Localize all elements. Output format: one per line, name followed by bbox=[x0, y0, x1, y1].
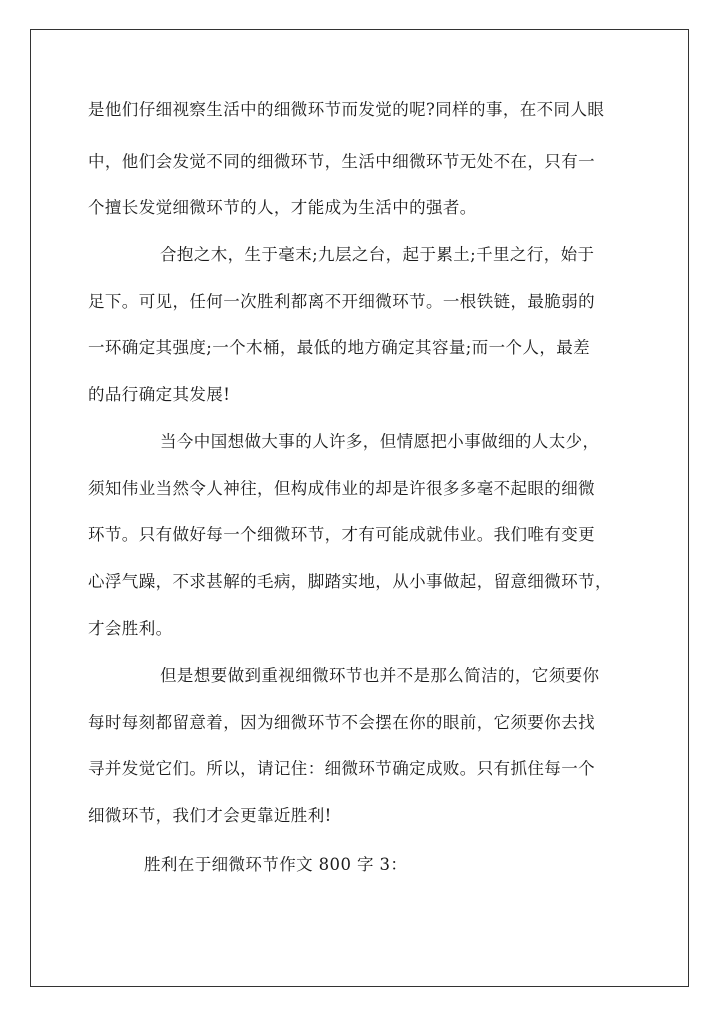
text-line: 一环确定其强度;一个木桶，最低的地方确定其容量;而一个人，最差 bbox=[88, 338, 591, 357]
paragraph-first-line: 合抱之木，生于毫末;九层之台，起于累土;千里之行，始于 bbox=[160, 245, 595, 264]
text-line: 个擅长发觉细微环节的人，才能成为生活中的强者。 bbox=[88, 198, 477, 217]
text-line: 环节。只有做好每一个细微环节，才有可能成就伟业。我们唯有变更 bbox=[88, 525, 595, 544]
text-line: 中，他们会发觉不同的细微环节，生活中细微环节无处不在，只有一 bbox=[88, 152, 595, 171]
text-line: 每时每刻都留意着，因为细微环节不会摆在你的眼前，它须要你去找 bbox=[88, 713, 595, 732]
paragraph-first-line: 当今中国想做大事的人许多，但情愿把小事做细的人太少， bbox=[160, 432, 600, 451]
section-heading: 胜利在于细微环节作文 800 字 3： bbox=[144, 855, 408, 874]
text-line: 的品行确定其发展! bbox=[88, 385, 231, 404]
text-line: 心浮气躁，不求甚解的毛病，脚踏实地，从小事做起，留意细微环节， bbox=[88, 572, 612, 591]
text-line: 细微环节，我们才会更靠近胜利! bbox=[88, 806, 332, 825]
text-line: 才会胜利。 bbox=[88, 619, 173, 638]
paragraph-first-line: 但是想要做到重视细微环节也并不是那么简洁的，它须要你 bbox=[160, 666, 600, 685]
text-line: 须知伟业当然令人神往，但构成伟业的却是许很多多毫不起眼的细微 bbox=[88, 479, 595, 498]
text-line: 足下。可见，任何一次胜利都离不开细微环节。一根铁链，最脆弱的 bbox=[88, 292, 595, 311]
text-line: 是他们仔细视察生活中的细微环节而发觉的呢?同样的事，在不同人眼 bbox=[88, 100, 605, 119]
text-line: 寻并发觉它们。所以，请记住：细微环节确定成败。只有抓住每一个 bbox=[88, 759, 595, 778]
